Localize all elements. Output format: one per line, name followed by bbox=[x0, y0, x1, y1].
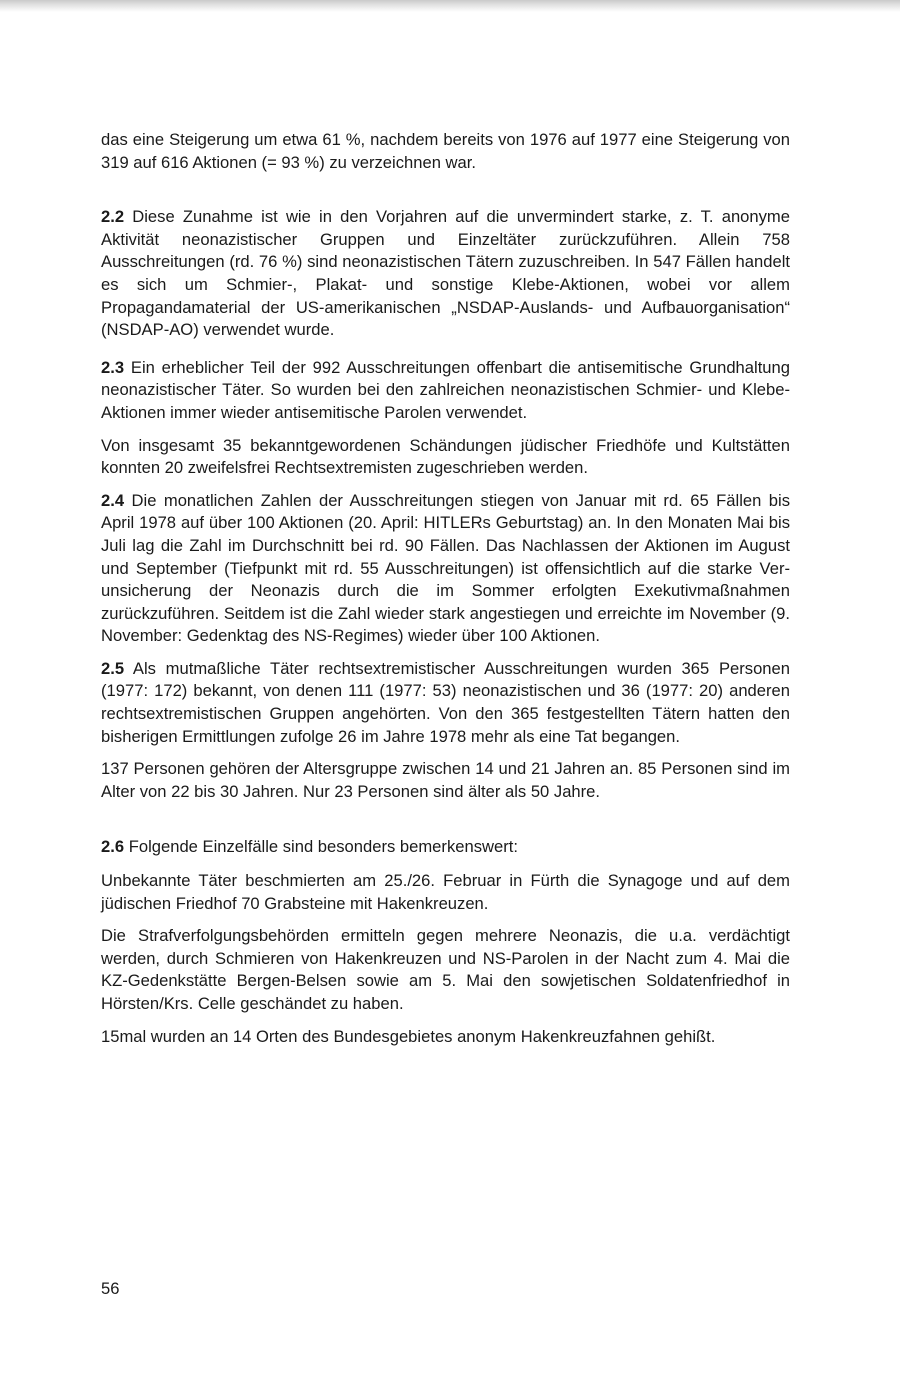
section-number: 2.3 bbox=[101, 357, 125, 377]
paragraph-2-5: 2.5 Als mutmaßliche Täter rechtsextremistischer Ausschreitungen wurden 365 Personen (1977: 172) bekannt, von denen 111 (1977: 53) neonazistischen und 36 (1977: 20) anderen rechtsextremistischen Gruppen angehörten. Von den 365 festgestellten Tätern hatten den bisherigen Ermittlungen zufolge 26 im Jahre 1978 mehr als eine Tat begangen. bbox=[101, 658, 790, 746]
scan-top-edge bbox=[0, 0, 900, 12]
paragraph-altersgruppe: 137 Personen gehören der Altersgruppe zwischen 14 und 21 Jahren an. 85 Personen sind im Alter von 22 bis 30 Jahren. Nur 23 Personen sind älter als 50 Jahre. bbox=[101, 759, 790, 801]
page-number: 56 bbox=[101, 1279, 120, 1298]
section-number: 2.4 bbox=[101, 490, 125, 510]
document-body bbox=[101, 129, 790, 1048]
paragraph-2-4: 2.4 Die monatlichen Zahlen der Ausschreitungen stiegen von Januar mit rd. 65 Fällen bis April 1978 auf über 100 Aktionen (20. April: HITLERs Geburtstag) an. In den Monaten Mai bis Juli lag die Zahl im Durchschnitt bei rd. 90 Fällen. Das Nachlassen der Aktionen im August und September (Tiefpunkt mit rd. 55 Ausschreitungen) ist offensichtlich auf die starke Verunsicherung der Neonazis durch die im Sommer erfolgten Exekutivmaßnahmen zurückzuführen. Seitdem ist die Zahl wieder stark angestiegen und erreichte im November (9. November: Gedenktag des NS-Regimes) wieder über 100 Aktionen. bbox=[101, 490, 790, 646]
section-number: 2.6 bbox=[101, 837, 125, 857]
paragraph-2-2: 2.2 Diese Zunahme ist wie in den Vorjahren auf die unvermindert starke, z. T. anonyme Aktivität neonazistischer Gruppen und Einzeltäter zurückzuführen. Allein 758 Ausschreitungen (rd. 76 %) sind neonazistischen Tätern zuzuschreiben. In 547 Fällen handelt es sich um Schmier-, Plakat- und sonstige Klebe-Aktionen, wobei vor allem Propagandamaterial der US-amerikanischen „NSDAP-Auslands- und Aufbauorganisation“ (NSDAP-AO) verwendet wurde. bbox=[101, 207, 790, 340]
paragraph-2-3: 2.3 Ein erheblicher Teil der 992 Ausschreitungen offenbart die antisemitische Grundhaltung neonazistischer Täter. So wurden bei den zahlreichen neonazistischen Schmier- und Klebe-Aktionen immer wieder antisemitische Parolen verwendet. bbox=[101, 357, 790, 422]
paragraph-fuerth: Unbekannte Täter beschmierten am 25./26. Februar in Fürth die Synagoge und auf dem jüdischen Friedhof 70 Grabsteine mit Hakenkreuzen. bbox=[101, 871, 790, 913]
paragraph-2-6: 2.6 Folgende Einzelfälle sind besonders bemerkenswert: bbox=[101, 837, 518, 857]
section-number: 2.2 bbox=[101, 207, 125, 227]
paragraph-bergen-belsen: Die Strafverfolgungsbehörden ermitteln gegen mehrere Neonazis, die u.a. verdächtigt werden, durch Schmieren von Hakenkreuzen und NS-Parolen in der Nacht zum 4. Mai die KZ-Gedenkstätte Bergen-Belsen sowie am 5. Mai den sowjetischen Soldatenfriedhof in Hörsten/Krs. Celle geschändet zu haben. bbox=[101, 926, 790, 1013]
paragraph-friedhoefe: Von insgesamt 35 bekanntgewordenen Schändungen jüdischer Friedhöfe und Kultstätten konnten 20 zweifelsfrei Rechtsextremisten zugeschrieben werden. bbox=[101, 435, 790, 478]
paragraph-hakenkreuzfahnen: 15mal wurden an 14 Orten des Bundesgebietes anonym Hakenkreuzfahnen gehißt. bbox=[101, 1026, 716, 1046]
section-number: 2.5 bbox=[101, 658, 125, 678]
paragraph-intro: das eine Steigerung um etwa 61 %, nachdem bereits von 1976 auf 1977 eine Steigerung von 319 auf 616 Aktionen (= 93 %) zu verzeichnen war. bbox=[101, 130, 790, 172]
